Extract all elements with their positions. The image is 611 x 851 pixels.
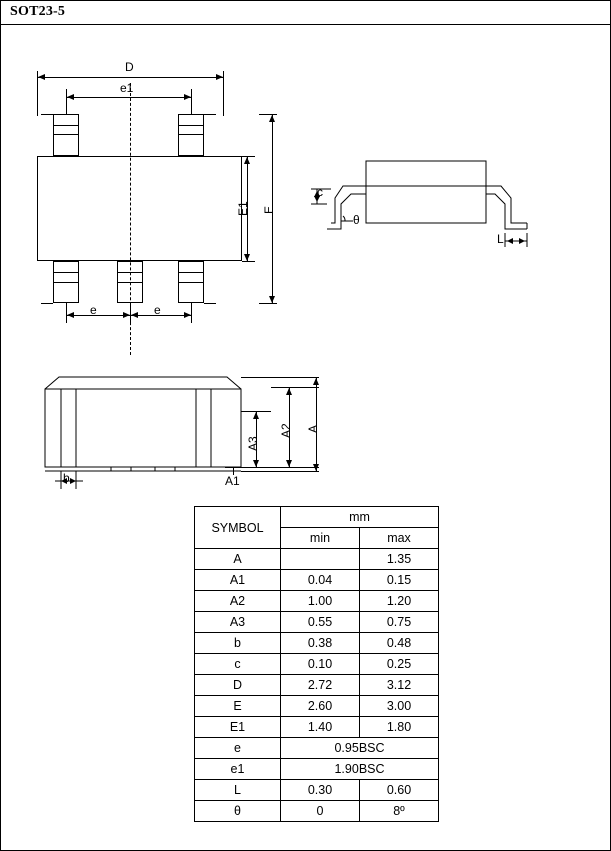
cell-symbol: A1 (195, 570, 281, 591)
label-A3: A3 (246, 436, 260, 451)
header-min: min (281, 528, 360, 549)
table-row (195, 591, 439, 612)
header-max: max (360, 528, 439, 549)
e-ext-bot (259, 303, 277, 304)
a2-ext-top (271, 387, 319, 388)
title-bar (1, 1, 610, 25)
e1-ext-left (66, 89, 67, 114)
top-lead-tr-tip (204, 114, 216, 115)
cell-symbol: b (195, 633, 281, 654)
cell-max: 3.00 (360, 696, 439, 717)
label-e-left: e (90, 303, 97, 317)
cell-max: 1.20 (360, 591, 439, 612)
label-A: A (306, 424, 320, 433)
label-L: L (497, 232, 504, 246)
cell-min: 0.30 (281, 780, 360, 801)
e1-dim-line (66, 97, 191, 98)
top-view-lead-top-right (178, 114, 204, 156)
header-symbol: SYMBOL (195, 507, 281, 549)
a3-arrow-down (253, 460, 259, 467)
table-row (195, 738, 439, 759)
label-D: D (125, 60, 134, 74)
d-arrow-left (38, 74, 45, 80)
cell-max: 8º (360, 801, 439, 822)
table-row (195, 633, 439, 654)
header-unit: mm (281, 507, 439, 528)
e-pitch-arrow-l1 (67, 312, 74, 318)
dimension-table-body (195, 507, 439, 822)
table-row (195, 780, 439, 801)
top-lead-bl-tip (41, 303, 53, 304)
top-lead-br-line2 (178, 282, 204, 283)
cell-symbol: E (195, 696, 281, 717)
top-lead-bl-line1 (53, 272, 79, 273)
cell-symbol: A (195, 549, 281, 570)
label-theta: θ (353, 213, 360, 227)
e-pitch-ext-3 (191, 303, 192, 323)
e1-arrow-left (67, 94, 74, 100)
cell-min (281, 549, 360, 570)
d-ext-right (223, 71, 224, 116)
e1h-arrow-down (244, 254, 250, 261)
table-row (195, 696, 439, 717)
cell-min: 0.04 (281, 570, 360, 591)
cell-min: 0 (281, 801, 360, 822)
cell-max: 1.80 (360, 717, 439, 738)
a2-arrow-up (286, 388, 292, 395)
top-view-lead-top-left (53, 114, 79, 156)
cell-min: 0.38 (281, 633, 360, 654)
top-lead-br-tip (204, 303, 216, 304)
a2-arrow-down (286, 460, 292, 467)
cell-min: 2.60 (281, 696, 360, 717)
label-E: E (262, 205, 276, 214)
cell-max: 0.25 (360, 654, 439, 675)
cell-symbol: θ (195, 801, 281, 822)
label-A2: A2 (279, 423, 293, 438)
e-pitch-line-left (66, 315, 130, 316)
cell-symbol: L (195, 780, 281, 801)
cell-symbol: c (195, 654, 281, 675)
cell-max: 3.12 (360, 675, 439, 696)
cell-max: 0.48 (360, 633, 439, 654)
a-ext-bottom (241, 471, 319, 472)
top-lead-bl-line2 (53, 282, 79, 283)
top-lead-tr-line1 (178, 125, 204, 126)
side-view-drawing (301, 151, 561, 261)
top-lead-tr-line2 (178, 134, 204, 135)
e1h-ext-bot (242, 261, 255, 262)
cell-min: 2.72 (281, 675, 360, 696)
e-pitch-arrow-r1 (123, 312, 130, 318)
table-row (195, 675, 439, 696)
top-lead-br-line1 (178, 272, 204, 273)
top-lead-tl-line2 (53, 134, 79, 135)
e-pitch-arrow-l2 (131, 312, 138, 318)
table-row (195, 759, 439, 780)
cell-min: 1.00 (281, 591, 360, 612)
top-lead-tl-tip (41, 114, 53, 115)
cell-symbol: e (195, 738, 281, 759)
label-E1: E1 (236, 201, 250, 216)
page-title: SOT23-5 (10, 4, 66, 19)
a-arrow-up (313, 378, 319, 385)
a-ext-top (241, 377, 319, 378)
table-row (195, 717, 439, 738)
e1h-arrow-up (244, 157, 250, 164)
label-A1: A1 (225, 474, 240, 488)
cell-symbol: D (195, 675, 281, 696)
a1-leader-h (225, 467, 255, 468)
cell-symbol: A2 (195, 591, 281, 612)
cell-symbol: E1 (195, 717, 281, 738)
cell-value-span: 0.95BSC (281, 738, 439, 759)
table-row (195, 570, 439, 591)
cell-symbol: A3 (195, 612, 281, 633)
table-row (195, 549, 439, 570)
cell-min: 1.40 (281, 717, 360, 738)
cell-value-span: 1.90BSC (281, 759, 439, 780)
table-row (195, 654, 439, 675)
label-e1: e1 (120, 81, 134, 95)
cell-max: 0.75 (360, 612, 439, 633)
a-arrow-down (313, 464, 319, 471)
dimension-table (194, 506, 439, 822)
cell-max: 1.35 (360, 549, 439, 570)
cell-min: 0.10 (281, 654, 360, 675)
e1-arrow-right (184, 94, 191, 100)
cell-min: 0.55 (281, 612, 360, 633)
table-header-row-1 (195, 507, 439, 528)
a3-arrow-up (253, 412, 259, 419)
cell-max: 0.60 (360, 780, 439, 801)
table-row (195, 612, 439, 633)
d-arrow-right (216, 74, 223, 80)
label-b: b (63, 471, 70, 485)
e-pitch-arrow-r2 (184, 312, 191, 318)
d-dim-line (37, 77, 223, 78)
e1-ext-right (191, 89, 192, 114)
label-e-right: e (154, 303, 161, 317)
e-arrow-down (269, 296, 275, 303)
top-lead-tl-line1 (53, 125, 79, 126)
top-view-body (37, 156, 242, 261)
label-c: c (317, 185, 323, 199)
cell-max: 0.15 (360, 570, 439, 591)
e-arrow-up (269, 115, 275, 122)
cell-symbol: e1 (195, 759, 281, 780)
table-row (195, 801, 439, 822)
